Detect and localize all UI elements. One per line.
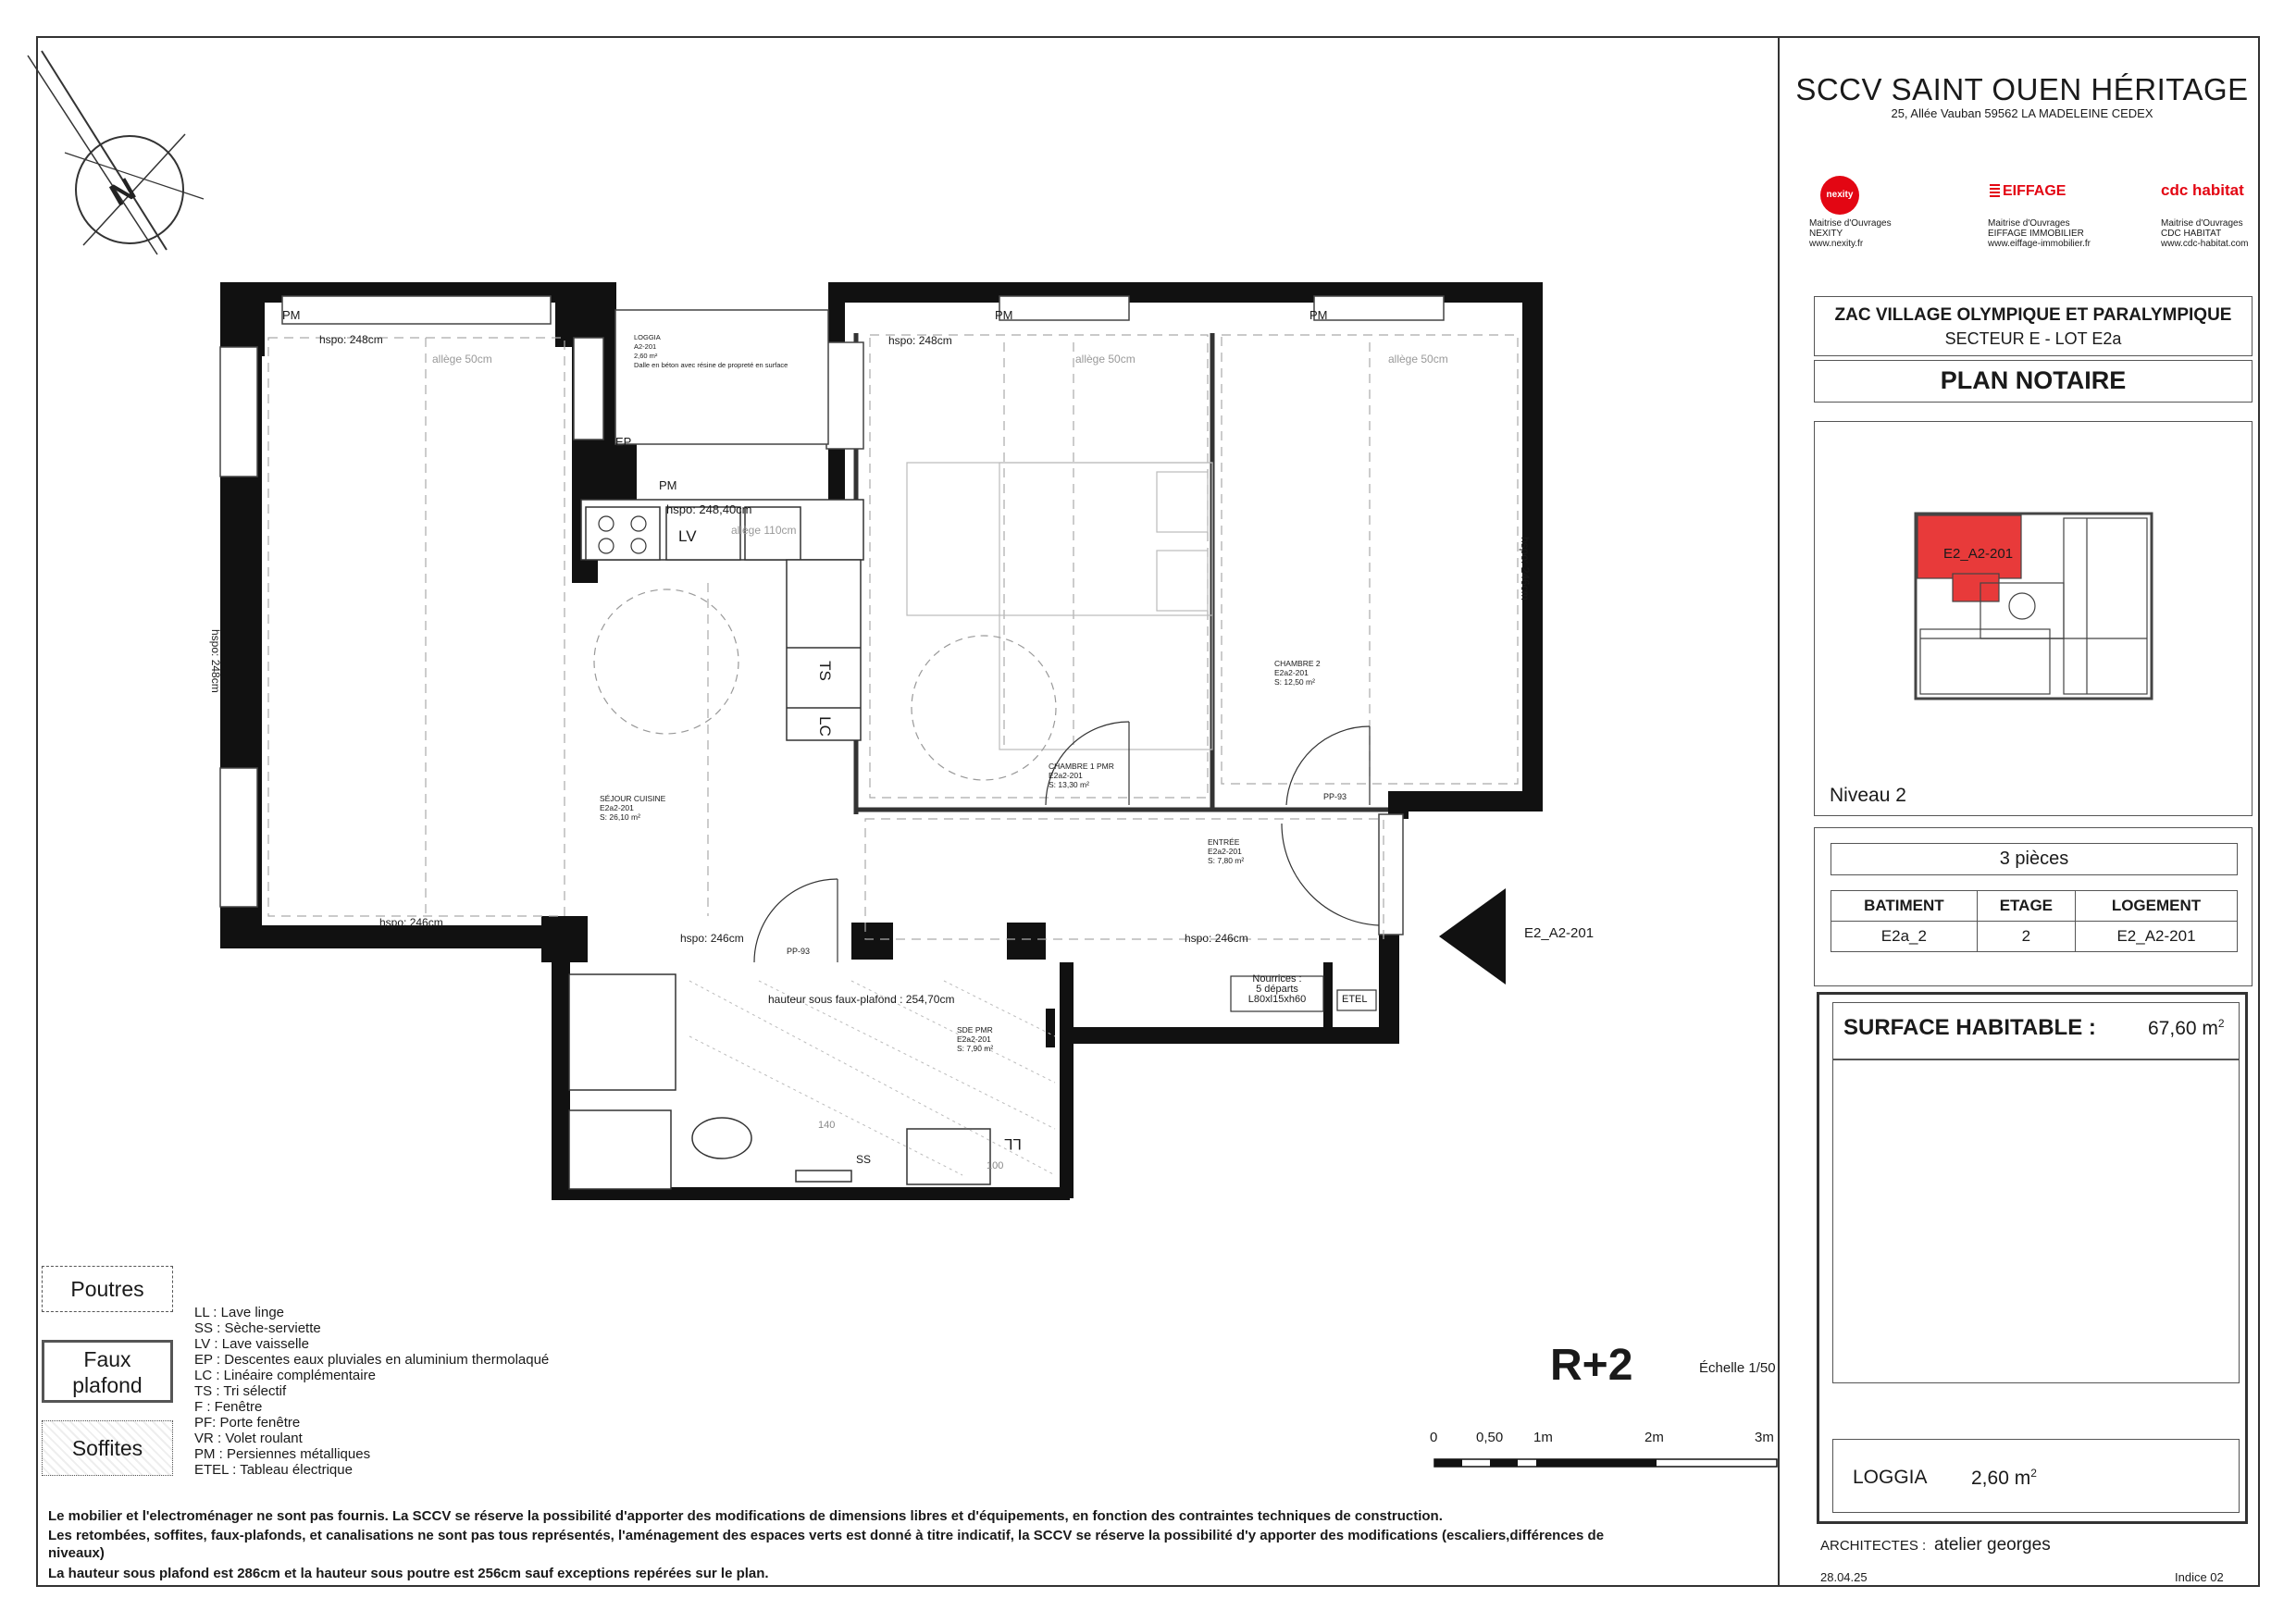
scale-label: Échelle 1/50 bbox=[1699, 1360, 1776, 1376]
scale-tick-050: 0,50 bbox=[1476, 1430, 1504, 1445]
disclaimer-line-3: niveaux) bbox=[48, 1545, 105, 1561]
faux-plafond-height: hauteur sous faux-plafond : 254,70cm bbox=[768, 993, 955, 1006]
hspo-chambre1: hspo: 248cm bbox=[888, 334, 952, 347]
partner-nexity: Maitrise d'Ouvrages NEXITY www.nexity.fr bbox=[1809, 218, 1892, 249]
hspo-east: hspo: 246cm bbox=[1519, 537, 1532, 601]
etel-label: ETEL bbox=[1342, 994, 1368, 1005]
hspo-sejour: hspo: 248cm bbox=[319, 333, 383, 346]
legend-box-poutres: Poutres bbox=[42, 1266, 173, 1312]
dim-140: 140 bbox=[818, 1120, 836, 1131]
plan-type-box: PLAN NOTAIRE bbox=[1814, 360, 2253, 403]
room-entree: ENTRÉE E2a2-201 S: 7,80 m² bbox=[1208, 837, 1245, 865]
value-logement: E2_A2-201 bbox=[2075, 922, 2237, 952]
pm-label-2: PM bbox=[995, 308, 1013, 322]
allege-sejour: allège 50cm bbox=[432, 353, 492, 365]
legend-f: F : Fenêtre bbox=[194, 1399, 263, 1415]
project-sector: SECTEUR E - LOT E2a bbox=[1944, 329, 2122, 348]
loggia-value: 2,60 $m^2$ bbox=[1971, 1467, 2037, 1489]
ss-label: SS bbox=[856, 1153, 872, 1166]
entry-pointer-label: E2_A2-201 bbox=[1524, 925, 1595, 941]
pp-label-2: PP-93 bbox=[1323, 792, 1347, 801]
legend-pf: PF: Porte fenêtre bbox=[194, 1415, 301, 1431]
date-label: 28.04.25 bbox=[1820, 1570, 1868, 1584]
level-name: Niveau 2 bbox=[1830, 785, 1906, 806]
surface-body bbox=[1832, 1059, 2240, 1383]
scale-bar bbox=[1434, 1459, 1777, 1467]
legend-ts: TS : Tri sélectif bbox=[194, 1383, 287, 1399]
ts-label: TS bbox=[815, 661, 834, 681]
ep-label: EP bbox=[615, 435, 632, 449]
lv-label: LV bbox=[678, 527, 697, 545]
pm-label-4: PM bbox=[659, 478, 677, 492]
hspo-kitchen: hspo: 248,40cm bbox=[666, 502, 752, 516]
partner-cdc: Maitrise d'Ouvrages CDC HABITAT www.cdc-habitat.com bbox=[2161, 218, 2249, 249]
room-chambre2: CHAMBRE 2 E2a2-201 S: 12,50 m² bbox=[1274, 659, 1321, 687]
eiffage-logo: EIFFAGE bbox=[1990, 183, 2066, 200]
room-loggia: LOGGIA A2-201 2,60 m² Dalle en béton avec résine de propreté en surface bbox=[634, 333, 788, 369]
hspo-south-entry: hspo: 246cm bbox=[1185, 932, 1248, 945]
architects-name: atelier georges bbox=[1934, 1535, 2051, 1555]
architects-label: ARCHITECTES : bbox=[1820, 1538, 1927, 1554]
hspo-south-hall: hspo: 246cm bbox=[680, 932, 744, 945]
legend-box-faux-plafond: Faux plafond bbox=[42, 1340, 173, 1403]
north-arrow-icon bbox=[28, 51, 204, 254]
value-etage: 2 bbox=[1977, 922, 2075, 952]
surface-label: SURFACE HABITABLE : bbox=[1843, 1015, 2096, 1040]
hspo-west: hspo: 248cm bbox=[209, 629, 222, 693]
key-plan-box bbox=[1814, 421, 2253, 816]
room-sejour: SÉJOUR CUISINE E2a2-201 S: 26,10 m² bbox=[600, 794, 666, 822]
room-sde: SDE PMR E2a2-201 S: 7,90 m² bbox=[957, 1025, 994, 1053]
scale-tick-0: 0 bbox=[1430, 1430, 1438, 1445]
surface-value: 67,60 $m^2$ bbox=[2148, 1017, 2225, 1039]
entry-pointer-icon bbox=[1439, 888, 1506, 985]
loggia-area bbox=[615, 310, 828, 444]
header-etage: ETAGE bbox=[1977, 891, 2075, 922]
scale-tick-1m: 1m bbox=[1533, 1430, 1553, 1445]
rooms-count: 3 pièces bbox=[1831, 843, 2238, 875]
disclaimer-line-2: Les retombées, soffites, faux-plafonds, et canalisations ne sont pas tous représentés, l'aménagement des espaces verts est donné à titre indicatif, la SCCV se réserve la possibilité d'y apporter des modifications (escaliers,différences de bbox=[48, 1528, 1605, 1543]
lc-label: LC bbox=[815, 716, 834, 737]
unit-table bbox=[1831, 890, 2238, 952]
partner-eiffage: Maitrise d'Ouvrages EIFFAGE IMMOBILIER www.eiffage-immobilier.fr bbox=[1988, 218, 2091, 249]
room-chambre1: CHAMBRE 1 PMR E2a2-201 S: 13,30 m² bbox=[1049, 762, 1114, 789]
header-logement: LOGEMENT bbox=[2075, 891, 2237, 922]
index-label: Indice 02 bbox=[2175, 1570, 2224, 1584]
legend-etel: ETEL : Tableau électrique bbox=[194, 1462, 353, 1478]
nourrices-label: Nourrices : 5 départs L80xl15xh60 bbox=[1247, 973, 1307, 1005]
scale-tick-3m: 3m bbox=[1755, 1430, 1774, 1445]
pm-label-1: PM bbox=[282, 308, 301, 322]
pm-label-3: PM bbox=[1309, 308, 1328, 322]
company-name: SCCV SAINT OUEN HÉRITAGE bbox=[1795, 72, 2249, 106]
loggia-label: LOGGIA bbox=[1853, 1467, 1928, 1488]
value-batiment: E2a_2 bbox=[1831, 922, 1978, 952]
key-plan-label: E2_A2-201 bbox=[1943, 546, 2014, 562]
nexity-logo: nexity bbox=[1820, 176, 1859, 215]
svg-text:N: N bbox=[104, 171, 142, 214]
pp-label-1: PP-93 bbox=[787, 947, 811, 956]
scale-tick-2m: 2m bbox=[1644, 1430, 1664, 1445]
allege-chambre1: allège 50cm bbox=[1075, 353, 1136, 365]
cdc-habitat-logo: cdc habitat bbox=[2161, 181, 2244, 199]
hspo-south-sejour: hspo: 246cm bbox=[379, 916, 443, 929]
legend-pm: PM : Persiennes métalliques bbox=[194, 1446, 371, 1462]
legend-ss: SS : Sèche-serviette bbox=[194, 1320, 321, 1336]
legend-vr: VR : Volet roulant bbox=[194, 1431, 303, 1446]
disclaimer-line-1: Le mobilier et l'electroménager ne sont pas fournis. La SCCV se réserve la possibilité d'apporter des modifications de dimensions libres et d'équipements, en fonction des contraintes techniques de construction. bbox=[48, 1508, 1443, 1524]
project-block bbox=[1814, 296, 2253, 356]
level-label: R+2 bbox=[1550, 1341, 1633, 1390]
eiffage-logo-mark bbox=[1990, 184, 2000, 199]
allege-kitchen: allège 110cm bbox=[731, 524, 797, 537]
dim-100: 100 bbox=[987, 1160, 1004, 1171]
legend-lc: LC : Linéaire complémentaire bbox=[194, 1368, 376, 1383]
disclaimer-line-4: La hauteur sous plafond est 286cm et la hauteur sous poutre est 256cm sauf exceptions repérées sur le plan. bbox=[48, 1566, 769, 1581]
legend-ep: EP : Descentes eaux pluviales en aluminium thermolaqué bbox=[194, 1352, 550, 1368]
allege-chambre2: allège 50cm bbox=[1388, 353, 1448, 365]
legend-box-soffites: Soffites bbox=[42, 1420, 173, 1476]
project-title: ZAC VILLAGE OLYMPIQUE ET PARALYMPIQUE bbox=[1834, 305, 2232, 325]
legend-lv: LV : Lave vaisselle bbox=[194, 1336, 309, 1352]
ll-label: LL bbox=[1004, 1135, 1022, 1153]
header-batiment: BATIMENT bbox=[1831, 891, 1978, 922]
legend-ll: LL : Lave linge bbox=[194, 1305, 285, 1320]
company-address: 25, Allée Vauban 59562 LA MADELEINE CEDEX bbox=[1891, 106, 2153, 120]
